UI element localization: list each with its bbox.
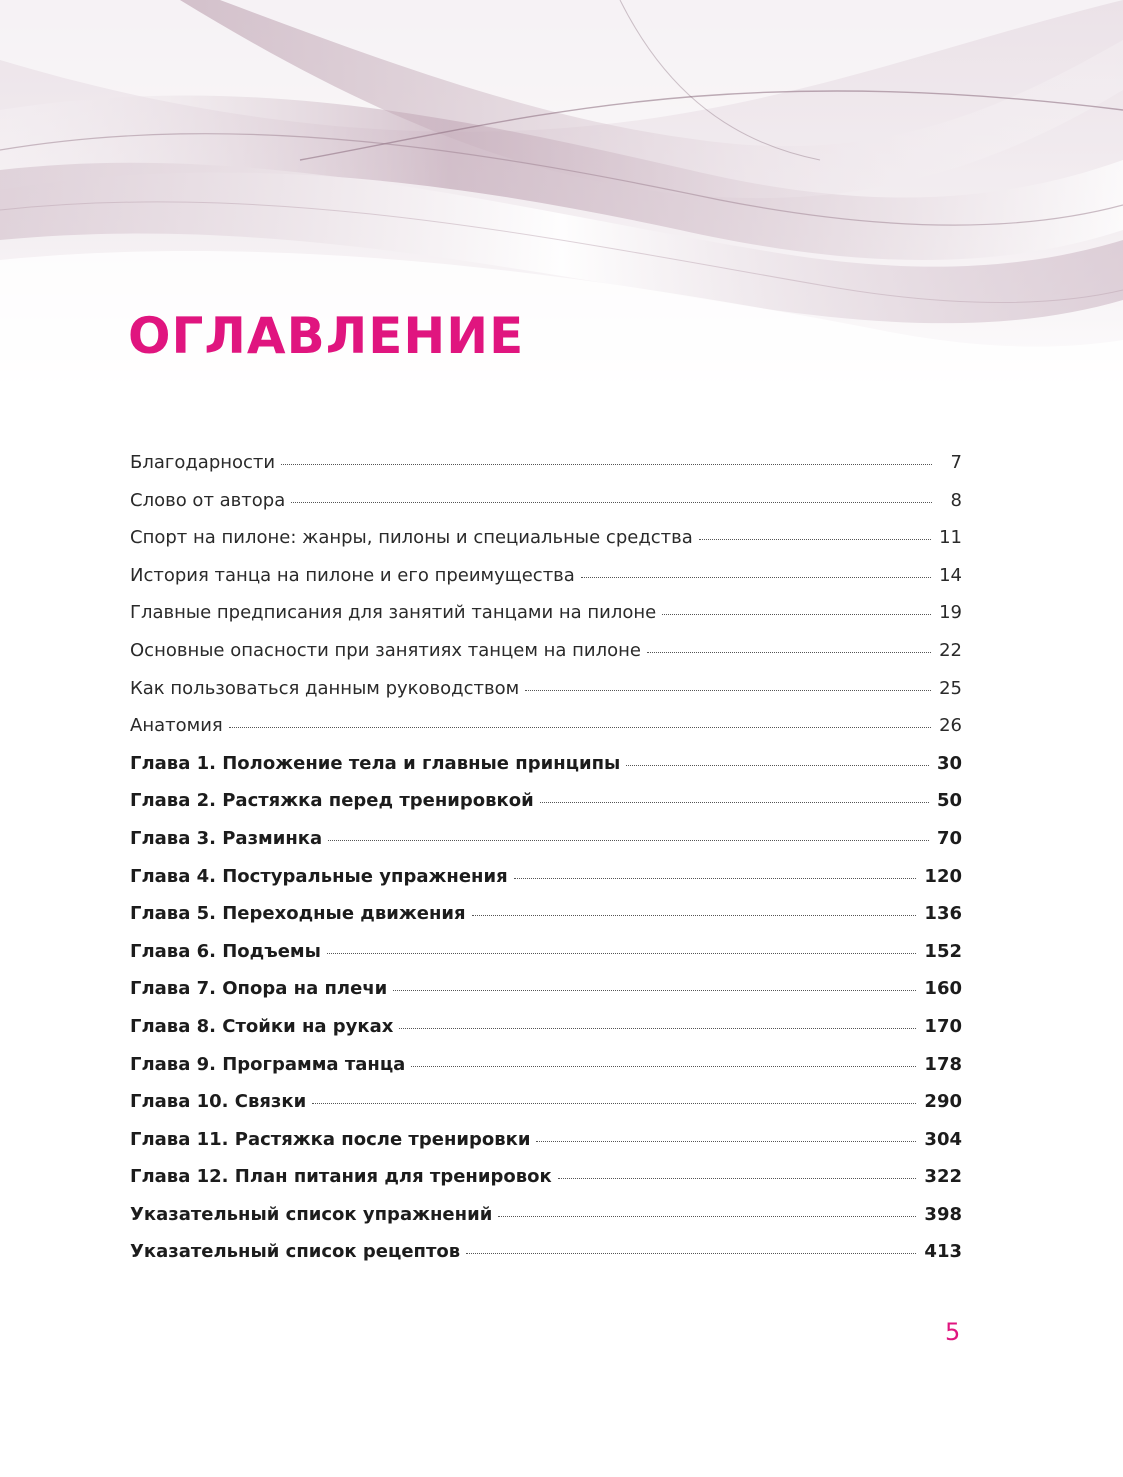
toc-entry-page-number: 26 (939, 715, 962, 737)
toc-entry-title: Глава 3. Разминка (130, 827, 323, 849)
toc-entry[interactable] (130, 672, 962, 710)
toc-entry-title: Глава 8. Стойки на руках (130, 1015, 394, 1037)
toc-entry[interactable] (130, 1085, 962, 1123)
toc-entry-title: Глава 11. Растяжка после тренировки (130, 1128, 531, 1150)
toc-entry-title: Глава 4. Постуральные упражнения (130, 865, 508, 887)
dot-leader (581, 577, 931, 578)
toc-entry-title: Благодарности (130, 452, 276, 473)
toc-entry[interactable] (130, 521, 962, 559)
toc-entry[interactable] (130, 822, 962, 860)
table-of-contents (130, 446, 962, 1273)
toc-entry[interactable] (130, 860, 962, 898)
toc-entry-page-number: 170 (924, 1015, 962, 1037)
toc-entry-page-number: 413 (924, 1241, 962, 1263)
dot-leader (699, 539, 931, 540)
dot-leader (229, 727, 931, 728)
dot-leader (281, 464, 932, 465)
toc-entry-title: Глава 9. Программа танца (130, 1053, 406, 1075)
toc-entry-title: История танца на пилоне и его преимущества (130, 564, 575, 586)
dot-leader (328, 840, 929, 841)
toc-entry-title: Глава 1. Положение тела и главные принципы (130, 752, 621, 774)
dot-leader (498, 1216, 916, 1217)
toc-entry-title: Как пользоваться данным руководством (130, 677, 520, 699)
toc-entry-page-number: 11 (939, 527, 962, 549)
dot-leader (466, 1253, 916, 1254)
toc-entry-title: Глава 5. Переходные движения (130, 903, 466, 925)
toc-entry-title: Глава 12. План питания для тренировок (130, 1166, 552, 1188)
toc-entry-page-number: 290 (924, 1091, 962, 1113)
dot-leader (472, 915, 917, 916)
dot-leader (540, 802, 929, 803)
toc-entry-title: Глава 6. Подъемы (130, 940, 321, 962)
toc-entry-page-number: 160 (924, 978, 962, 1000)
toc-entry-page-number: 120 (924, 865, 962, 887)
toc-entry[interactable] (130, 1198, 962, 1236)
toc-entry[interactable] (130, 1010, 962, 1048)
toc-entry-page-number: 178 (924, 1053, 962, 1075)
toc-entry-title: Слово от автора (130, 489, 286, 511)
toc-entry[interactable] (130, 784, 962, 822)
toc-entry-title: Основные опасности при занятиях танцем на пилоне (130, 639, 641, 661)
dot-leader (411, 1066, 916, 1067)
dot-leader (514, 878, 917, 879)
dot-leader (312, 1103, 916, 1104)
toc-entry-title: Глава 10. Связки (130, 1091, 307, 1113)
toc-entry[interactable] (130, 1160, 962, 1198)
dot-leader (291, 502, 932, 503)
toc-entry-title: Глава 2. Растяжка перед тренировкой (130, 790, 534, 812)
toc-entry[interactable] (130, 935, 962, 973)
toc-entry-title: Глава 7. Опора на плечи (130, 978, 388, 1000)
toc-entry-page-number: 136 (924, 903, 962, 925)
toc-entry-page-number: 50 (936, 790, 962, 812)
toc-entry-page-number: 8 (950, 489, 962, 511)
toc-entry-page-number: 152 (924, 940, 962, 962)
dot-leader (558, 1178, 917, 1179)
toc-entry[interactable] (130, 972, 962, 1010)
toc-entry[interactable] (130, 446, 962, 484)
toc-entry-page-number: 14 (939, 564, 962, 586)
toc-entry[interactable] (130, 709, 962, 747)
toc-entry-title: Указательный список упражнений (130, 1203, 493, 1225)
dot-leader (525, 690, 931, 691)
dot-leader (393, 990, 916, 991)
dot-leader (626, 765, 929, 766)
toc-entry-page-number: 25 (939, 677, 962, 699)
toc-entry[interactable] (130, 897, 962, 935)
toc-entry-title: Главные предписания для занятий танцами на пилоне (130, 602, 657, 624)
toc-entry-page-number: 398 (924, 1203, 962, 1225)
toc-entry-page-number: 70 (936, 827, 962, 849)
toc-entry[interactable] (130, 559, 962, 597)
toc-entry[interactable] (130, 634, 962, 672)
toc-entry-page-number: 304 (924, 1128, 962, 1150)
dot-leader (536, 1141, 916, 1142)
toc-entry[interactable] (130, 747, 962, 785)
toc-entry-page-number: 322 (924, 1166, 962, 1188)
toc-entry[interactable] (130, 596, 962, 634)
toc-entry[interactable] (130, 1235, 962, 1273)
toc-entry-title: Анатомия (130, 715, 223, 737)
toc-entry[interactable] (130, 1048, 962, 1086)
toc-entry-page-number: 22 (939, 639, 962, 661)
toc-entry-page-number: 30 (936, 752, 962, 774)
toc-entry[interactable] (130, 484, 962, 522)
toc-entry-title: Спорт на пилоне: жанры, пилоны и специальные средства (130, 527, 693, 549)
page-number: 5 (945, 1318, 961, 1346)
toc-entry-page-number: 19 (939, 602, 962, 624)
dot-leader (647, 652, 931, 653)
dot-leader (327, 953, 916, 954)
toc-entry-title: Указательный список рецептов (130, 1241, 461, 1263)
dot-leader (662, 614, 931, 615)
toc-entry[interactable] (130, 1123, 962, 1161)
toc-entry-page-number: 7 (950, 452, 962, 473)
page-title: ОГЛАВЛЕНИЕ (128, 307, 525, 365)
dot-leader (399, 1028, 916, 1029)
